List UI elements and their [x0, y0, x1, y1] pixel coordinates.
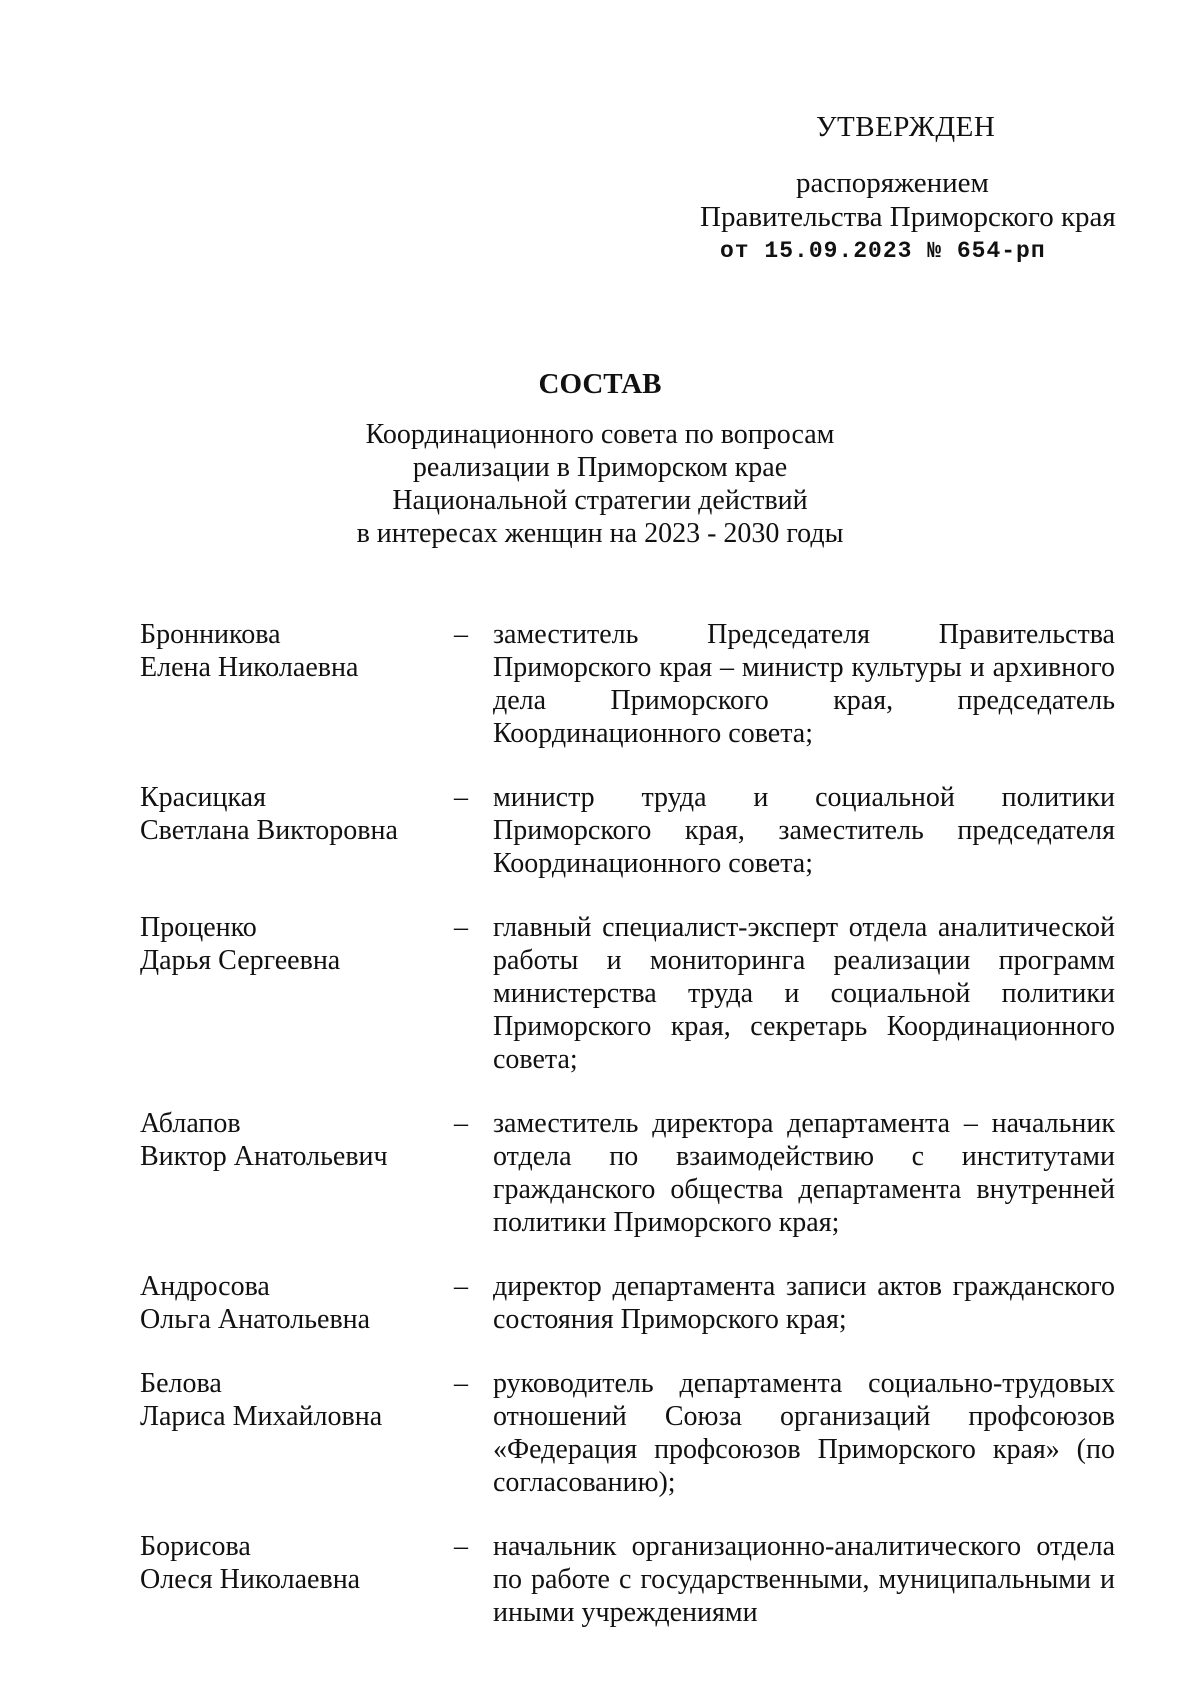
- member-dash: –: [454, 1271, 468, 1302]
- member-dash: –: [454, 619, 468, 650]
- approval-doc-number: от 15.09.2023 № 654-рп: [720, 238, 1046, 264]
- subtitle-line: Координационного совета по вопросам: [365, 419, 835, 450]
- member-role: главный специалист-эксперт отдела аналитической работы и мониторинга реализации программ министерства труда и социальной политики Приморского края, секретарь Координационного совета;: [493, 912, 1115, 1075]
- subtitle-line: в интересах женщин на 2023 - 2030 годы: [356, 518, 844, 549]
- member-role: заместитель Председателя Правительства Приморского края – министр культуры и архивного дела Приморского края, председатель Координационного совета;: [493, 619, 1115, 749]
- member-given-name: Олеся Николаевна: [140, 1564, 361, 1595]
- member-role: министр труда и социальной политики Приморского края, заместитель председателя Координационного совета;: [493, 782, 1115, 879]
- member-given-name: Виктор Анатольевич: [140, 1141, 388, 1172]
- member-name: [140, 911, 450, 1076]
- member-dash: –: [454, 1108, 468, 1139]
- member-dash: –: [454, 1368, 468, 1399]
- member-role: руководитель департамента социально-трудовых отношений Союза организаций профсоюзов «Федерация профсоюзов Приморского края» (по согласованию);: [493, 1368, 1115, 1498]
- document-heading: СОСТАВ: [538, 368, 662, 400]
- member-surname: Бронникова: [140, 619, 281, 650]
- member-entry: [140, 1367, 1115, 1499]
- member-entry: [140, 1530, 1115, 1629]
- member-given-name: Елена Николаевна: [140, 652, 359, 683]
- member-surname: Белова: [140, 1368, 222, 1399]
- member-dash: –: [454, 782, 468, 813]
- member-role: директор департамента записи актов гражданского состояния Приморского края;: [493, 1271, 1115, 1335]
- members-list: [140, 618, 1115, 1660]
- member-given-name: Дарья Сергеевна: [140, 945, 341, 976]
- member-name: [140, 618, 450, 750]
- member-role: начальник организационно-аналитического отдела по работе с государственными, муниципальными и иными учреждениями: [493, 1531, 1115, 1628]
- approved-label: УТВЕРЖДЕН: [816, 111, 996, 143]
- member-entry: [140, 911, 1115, 1076]
- member-entry: [140, 618, 1115, 750]
- member-name: [140, 781, 450, 880]
- member-name: [140, 1530, 450, 1629]
- member-entry: [140, 1270, 1115, 1336]
- member-given-name: Лариса Михайловна: [140, 1401, 383, 1432]
- member-name: [140, 1107, 450, 1239]
- member-given-name: Ольга Анатольевна: [140, 1304, 371, 1335]
- member-surname: Андросова: [140, 1271, 270, 1302]
- approval-by-order: распоряжением: [796, 167, 989, 199]
- member-entry: [140, 1107, 1115, 1239]
- member-name: [140, 1367, 450, 1499]
- document-subtitle: [0, 418, 1200, 550]
- member-surname: Проценко: [140, 912, 257, 943]
- member-dash: –: [454, 1531, 468, 1562]
- member-role: заместитель директора департамента – начальник отдела по взаимодействию с институтами гражданского общества департамента внутренней политики Приморского края;: [493, 1108, 1115, 1238]
- member-name: [140, 1270, 450, 1336]
- member-surname: Аблапов: [140, 1108, 241, 1139]
- member-surname: Борисова: [140, 1531, 251, 1562]
- approval-government: Правительства Приморского края: [700, 201, 1116, 233]
- member-surname: Красицкая: [140, 782, 266, 813]
- member-entry: [140, 781, 1115, 880]
- member-dash: –: [454, 912, 468, 943]
- subtitle-line: реализации в Приморском крае: [412, 452, 788, 483]
- subtitle-line: Национальной стратегии действий: [392, 485, 808, 516]
- member-given-name: Светлана Викторовна: [140, 815, 398, 846]
